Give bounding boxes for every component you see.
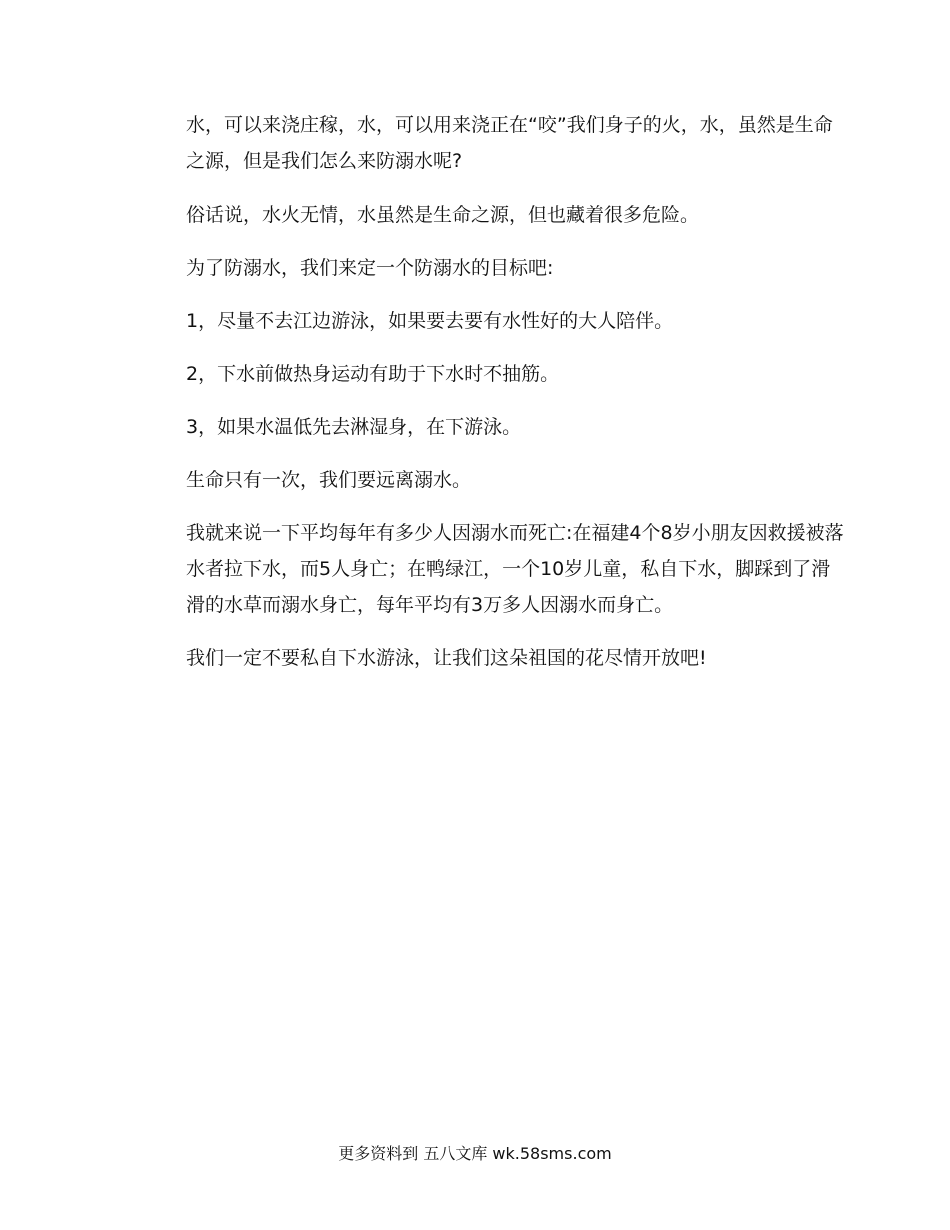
paragraph-goal: 为了防溺水，我们来定一个防溺水的目标吧: (186, 257, 554, 279)
paragraph-statistics: 我就来说一下平均每年有多少人因溺水而死亡:在福建4个8岁小朋友因救援被落水者拉下水，而5人身亡；在鸭绿江，一个10岁儿童，私自下水，脚踩到了滑滑的水草而溺水身亡，每年平均有3万多人因溺水而身亡。 (186, 522, 844, 616)
paragraph-conclusion: 我们一定不要私自下水游泳，让我们这朵祖国的花尽情开放吧! (186, 647, 707, 669)
paragraph-saying: 俗话说，水火无情，水虽然是生命之源，但也藏着很多危险。 (186, 204, 700, 226)
paragraph-life: 生命只有一次，我们要远离溺水。 (186, 469, 472, 491)
list-item-3: 3，如果水温低先去淋湿身，在下游泳。 (186, 416, 522, 438)
list-item-1: 1，尽量不去江边游泳，如果要去要有水性好的大人陪伴。 (186, 310, 674, 332)
paragraph-intro: 水，可以来浇庄稼，水，可以用来浇正在“咬”我们身子的火，水，虽然是生命之源，但是我们怎么来防溺水呢? (186, 114, 833, 172)
list-item-2: 2，下水前做热身运动有助于下水时不抽筋。 (186, 363, 560, 385)
document-body (186, 107, 846, 676)
page-footer: 更多资料到 五八文库 wk.58sms.com (338, 1144, 612, 1163)
